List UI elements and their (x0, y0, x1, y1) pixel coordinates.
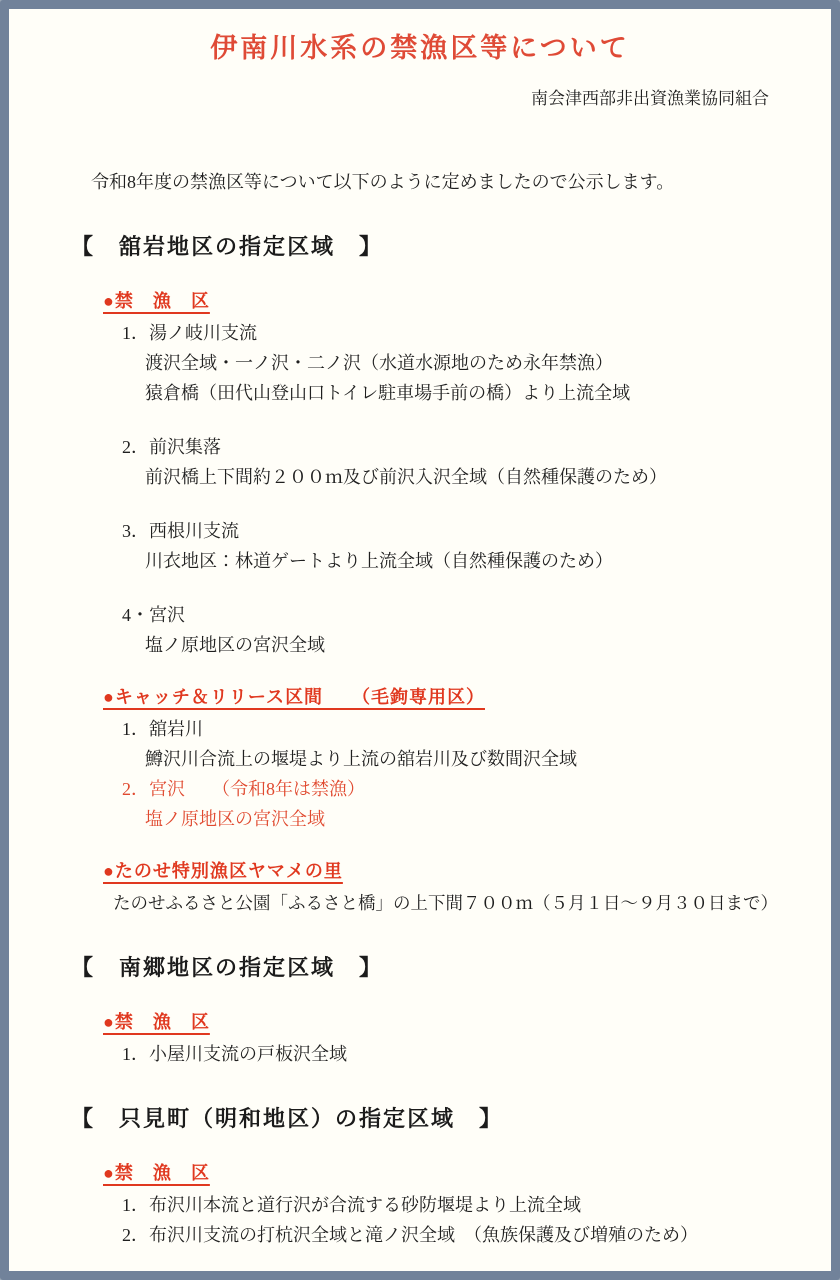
item-subline: 猿倉橋（田代山登山口トイレ駐車場手前の橋）より上流全域 (145, 383, 631, 403)
item-list (103, 1190, 831, 1250)
block-heading: ●たのせ特別漁区ヤマメの里 (103, 861, 343, 881)
item-line: 2．前沢集落 (122, 437, 221, 457)
item-subline: 塩ノ原地区の宮沢全域 (145, 635, 325, 655)
item-subline: 前沢橋上下間約２００ｍ及び前沢入沢全域（自然種保護のため） (145, 467, 667, 487)
item-subline: 川衣地区：林道ゲートより上流全域（自然種保護のため） (145, 551, 613, 571)
item-line: 2．宮沢 （令和8年は禁漁） (122, 779, 365, 799)
item-subline: 鱒沢川合流上の堰堤より上流の舘岩川及び数間沢全域 (145, 749, 577, 769)
list-item (103, 1190, 831, 1220)
block-no-fishing-zone (103, 286, 831, 660)
item-line: 1．小屋川支流の戸板沢全域 (122, 1044, 347, 1064)
list-item (103, 1039, 831, 1069)
block-no-fishing-zone (103, 1158, 831, 1250)
list-item (103, 516, 831, 576)
item-line: 3．西根川支流 (122, 521, 239, 541)
list-item (103, 432, 831, 492)
block-heading: ●キャッチ＆リリース区間 （毛鉤専用区） (103, 687, 485, 707)
list-item (103, 600, 831, 660)
organization-name: 南会津西部非出資漁業協同組合 (531, 89, 769, 108)
block-heading: ●禁 漁 区 (103, 1012, 210, 1032)
section-tadami-meiwa (9, 1102, 831, 1250)
section-tateiwa (9, 230, 831, 918)
item-line: 4・宮沢 (122, 605, 185, 625)
item-list (103, 318, 831, 660)
block-no-fishing-zone (103, 1007, 831, 1069)
item-line: たのせふるさと公園「ふるさと橋」の上下間７００ｍ（５月１日～９月３０日まで） (113, 893, 778, 913)
section-nango (9, 951, 831, 1069)
item-line: 1．舘岩川 (122, 719, 203, 739)
block-heading: ●禁 漁 区 (103, 291, 210, 311)
item-line: 1．湯ノ岐川支流 (122, 323, 257, 343)
item-line: 1．布沢川本流と道行沢が合流する砂防堰堤より上流全域 (122, 1195, 581, 1215)
item-line: 2．布沢川支流の打杭沢全域と滝ノ沢全域 （魚族保護及び増殖のため） (122, 1225, 698, 1245)
item-list (103, 888, 831, 918)
block-tanose-special-zone (103, 856, 831, 918)
page-title: 伊南川水系の禁漁区等について (210, 33, 630, 63)
list-item (103, 318, 831, 408)
item-subline: 塩ノ原地区の宮沢全域 (145, 809, 325, 829)
item-list (103, 714, 831, 834)
item-list (103, 1039, 831, 1069)
section-heading: 【 只見町（明和地区）の指定区域 】 (71, 1106, 504, 1131)
list-item (103, 714, 831, 774)
intro-text: 令和8年度の禁漁区等について以下のように定めましたので公示します。 (91, 172, 675, 192)
item-subline: 渡沢全域・一ノ沢・二ノ沢（水道水源地のため永年禁漁） (145, 353, 613, 373)
section-heading: 【 舘岩地区の指定区域 】 (71, 234, 384, 259)
list-item (103, 888, 831, 918)
block-catch-and-release (103, 682, 831, 834)
block-heading: ●禁 漁 区 (103, 1163, 210, 1183)
list-item (103, 774, 831, 834)
section-heading: 【 南郷地区の指定区域 】 (71, 955, 384, 980)
list-item (103, 1220, 831, 1250)
document-page (9, 9, 831, 1250)
